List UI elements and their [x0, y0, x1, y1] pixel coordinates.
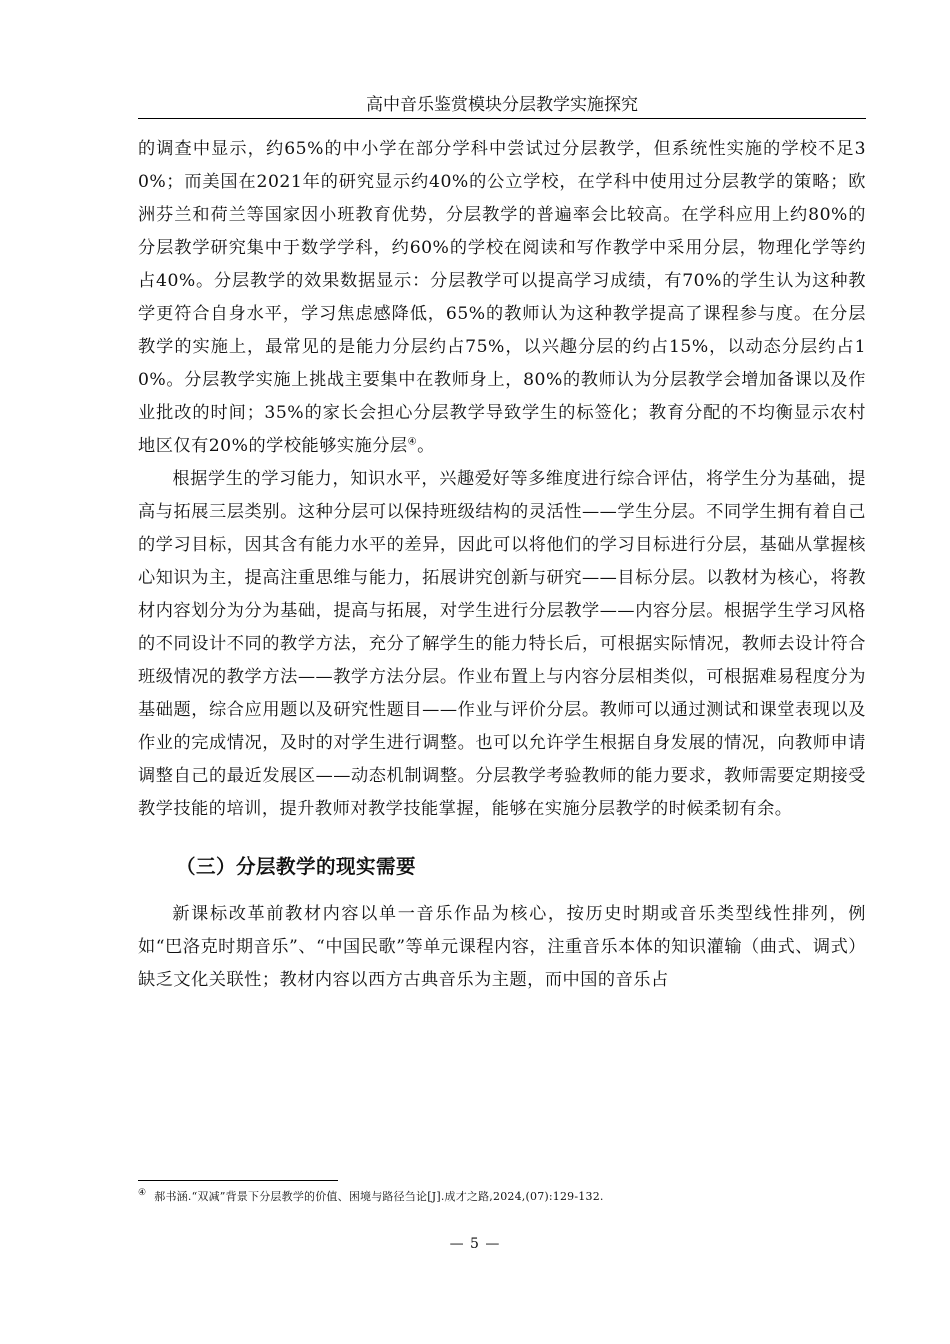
footnote-reference[interactable]: ④: [407, 436, 418, 448]
main-body: [138, 133, 866, 997]
footnote: [138, 1188, 866, 1206]
running-header: 高中音乐鉴赏模块分层教学实施探究: [366, 95, 638, 115]
page-number: — 5 —: [449, 1236, 501, 1252]
paragraph-1-text: 的调查中显示，约65%的中小学在部分学科中尝试过分层教学，但系统性实施的学校不足30%；而美国在2021年的研究显示约40%的公立学校，在学科中使用过分层教学的策略；欧洲芬兰和荷兰等国家因小班教育优势，分层教学的普遍率会比较高。在学科应用上约80%的分层教学研究集中于数学学科，约60%的学校在阅读和写作教学中采用分层，物理化学等约占40%。分层教学的效果数据显示：分层教学可以提高学习成绩，有70%的学生认为这种教学更符合自身水平，学习焦虑感降低，65%的教师认为这种教学提高了课程参与度。在分层教学的实施上，最常见的是能力分层约占75%，以兴趣分层的约占15%，以动态分层约占10%。分层教学实施上挑战主要集中在教师身上，80%的教师认为分层教学会增加备课以及作业批改的时间；35%的家长会担心分层教学导致学生的标签化；教育分配的不均衡显示农村地区仅有20%的学校能够实施分层: [138, 139, 866, 456]
footnote-mark: ④: [138, 1188, 147, 1199]
paragraph-2: 根据学生的学习能力，知识水平，兴趣爱好等多维度进行综合评估，将学生分为基础，提高与拓展三层类别。这种分层可以保持班级结构的灵活性——学生分层。不同学生拥有着自己的学习目标，因其含有能力水平的差异，因此可以将他们的学习目标进行分层，基础从掌握核心知识为主，提高注重思维与能力，拓展讲究创新与研究——目标分层。以教材为核心，将教材内容划分为分为基础，提高与拓展，对学生进行分层教学——内容分层。根据学生学习风格的不同设计不同的教学方法，充分了解学生的能力特长后，可根据实际情况，教师去设计符合班级情况的教学方法——教学方法分层。作业布置上与内容分层相类似，可根据难易程度分为基础题，综合应用题以及研究性题目——作业与评价分层。教师可以通过测试和课堂表现以及作业的完成情况，及时的对学生进行调整。也可以允许学生根据自身发展的情况，向教师申请调整自己的最近发展区——动态机制调整。分层教学考验教师的能力要求，教师需要定期接受教学技能的培训，提升教师对教学技能掌握，能够在实施分层教学的时候柔韧有余。: [138, 469, 866, 819]
footnote-text: 郝书涵.“双减”背景下分层教学的价值、困境与路径刍论[J].成才之路,2024,(07):129-132.: [154, 1190, 604, 1203]
header-divider: [138, 118, 866, 119]
paragraph-3: 新课标改革前教材内容以单一音乐作品为核心，按历史时期或音乐类型线性排列，例如“巴洛克时期音乐”、“中国民歌”等单元课程内容，注重音乐本体的知识灌输（曲式、调式）缺乏文化关联性；教材内容以西方古典音乐为主题，而中国的音乐占: [138, 904, 866, 990]
paragraph-1: [138, 133, 866, 463]
section-heading: （三）分层教学的现实需要: [176, 855, 417, 878]
footnote-divider: [138, 1180, 338, 1181]
paragraph-1-end: 。: [417, 436, 435, 456]
